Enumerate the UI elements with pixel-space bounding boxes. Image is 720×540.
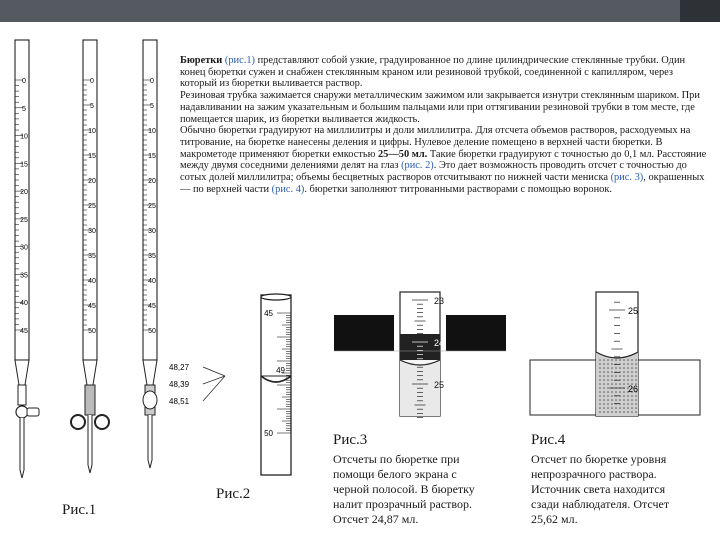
fig4-caption-line: Источник света находится [531,482,666,496]
burette-tick-label: 45 [148,303,156,310]
burette-tick-label: 15 [148,153,156,160]
burette-3 [143,40,157,468]
term-burettes: Бюретки [180,55,223,66]
fig2-meniscus [165,293,305,478]
burette-tick-label: 10 [148,128,156,135]
fig2-tick-label: 45 [264,309,273,318]
fig2-level-label: 49 [276,366,285,375]
burette-tick-label: 25 [88,203,96,210]
burette-tick-label: 5 [22,105,26,113]
p3-part-e: . бюретки заполняют титрованными растворами с помощью воронок. [304,183,613,195]
burette-2 [71,40,109,473]
fig3-caption-line: Отсчет 24,87 мл. [333,512,419,526]
burette-tick-label: 35 [20,272,28,280]
fig4-caption-line: Отсчет по бюретке уровня [531,452,667,466]
top-bar-corner [680,0,720,22]
fig4-caption-line: 25,62 мл. [531,512,578,526]
p3-part-b: Такие бюретки градуируют с точностью до 0,1 мл. Расстояние между двумя соседними делениями делят на глаз [180,148,707,172]
fig2-mark-label: 48,27 [169,363,190,372]
paragraph-1 [180,55,708,90]
burette-tick-label: 15 [88,153,96,160]
burette-tick-label: 15 [20,161,28,169]
fig3-screen-reading [330,290,510,420]
burette-tick-label: 5 [90,103,94,110]
burette-tick-label: 40 [88,278,96,285]
burette-tick-label: 0 [22,78,26,85]
burette-tick-label: 0 [150,78,154,85]
fig-ref-4[interactable]: (рис. 4) [271,183,305,195]
burette-tick-label: 35 [148,253,156,260]
burette-tick-label: 20 [20,189,28,197]
burette-1 [15,40,39,478]
burette-tick-label: 40 [148,278,156,285]
fig4-caption-line: непрозрачного раствора. [531,467,657,481]
burette-tick-label: 20 [148,178,156,185]
burette-tick-label: 45 [88,303,96,310]
burette-tick-label: 50 [148,328,156,335]
burette-tick-label: 10 [88,128,96,135]
paragraph-1-text: представляют собой узкие, градуированное по длине цилиндрические стеклянные трубки. Один конец бюретки сужен и снабжен стеклянным краном или резиновой трубкой, соединенной с капилляром, через который из бюретки выливается раствор. [180,55,686,90]
fig3-tick-label: 24 [434,338,445,348]
fig4-tick-label: 25 [628,306,639,316]
fig-ref-1[interactable]: (рис.1) [224,55,255,66]
p3-part-a: Обычно бюретки градуируют на миллилитры и доли миллилитра. Для отсчета объемов растворов, расходуемых на титрование, на бюретке нанесены деления и цифры. Нулевое деление помещено в верхней части бюретки. В макрометоде применяют бюретки емкостью [180,125,691,160]
burette-tick-label: 0 [90,78,94,85]
fig4-tick-label: 26 [628,384,639,394]
burette-tick-label: 30 [20,244,28,252]
fig-ref-3[interactable]: (рис. 3) [610,172,644,184]
fig1-burettes [0,30,175,500]
burette-tick-label: 5 [150,103,154,110]
p3-part-c: . Это дает возможность проводить отсчет с точностью до сотых долей миллилитра; объемы бесцветных растворов отсчитывают по нижней части мениска [180,160,687,184]
fig-ref-2[interactable]: (рис. 2) [401,160,434,172]
fig3-caption-line: черной полосой. В бюретку [333,482,475,496]
paragraph-2: Резиновая трубка зажимается снаружи металлическим зажимом или закрывается изнутри стеклянным шариком. При надавливании на зажим указательным и большим пальцами или при оттягивании резиновой трубки в том месте, где помещается шарик, из бюретки выливается жидкость. [180,90,700,125]
fig3-tick-label: 25 [434,380,445,390]
fig3-label: Рис.3 [333,432,368,448]
fig2-label: Рис.2 [216,486,251,502]
fig4-opaque-reading [520,290,710,420]
p3-capacity: 25—50 мл. [377,148,428,160]
fig4-caption-line: сзади наблюдателя. Отсчет [531,497,670,511]
fig2-tick-label: 50 [264,429,273,438]
burette-tick-label: 45 [20,328,28,335]
burette-tick-label: 35 [88,253,96,260]
burette-tick-label: 30 [148,228,156,235]
fig3-caption-line: помощи белого экрана с [333,467,457,481]
top-bar [0,0,720,22]
fig4-label: Рис.4 [531,432,566,448]
burette-tick-label: 20 [88,178,96,185]
body-text [180,55,708,195]
fig3-caption-line: налит прозрачный раствор. [333,497,472,511]
burette-tick-label: 25 [148,203,156,210]
fig3-caption [333,452,475,527]
paragraph-3 [180,125,708,195]
burette-tick-label: 25 [20,216,28,224]
fig1-label: Рис.1 [62,502,97,518]
fig3-tick-label: 23 [434,296,445,306]
p3-part-d: , окрашенных — по верхней части [180,172,705,195]
fig2-mark-label: 48,51 [169,397,190,406]
fig4-caption [531,452,669,527]
fig2-mark-label: 48,39 [169,380,190,389]
burette-tick-label: 10 [20,133,28,141]
burette-tick-label: 40 [20,300,28,308]
burette-tick-label: 50 [88,328,96,335]
fig3-caption-line: Отсчеты по бюретке при [333,452,460,466]
burette-tick-label: 30 [88,228,96,235]
